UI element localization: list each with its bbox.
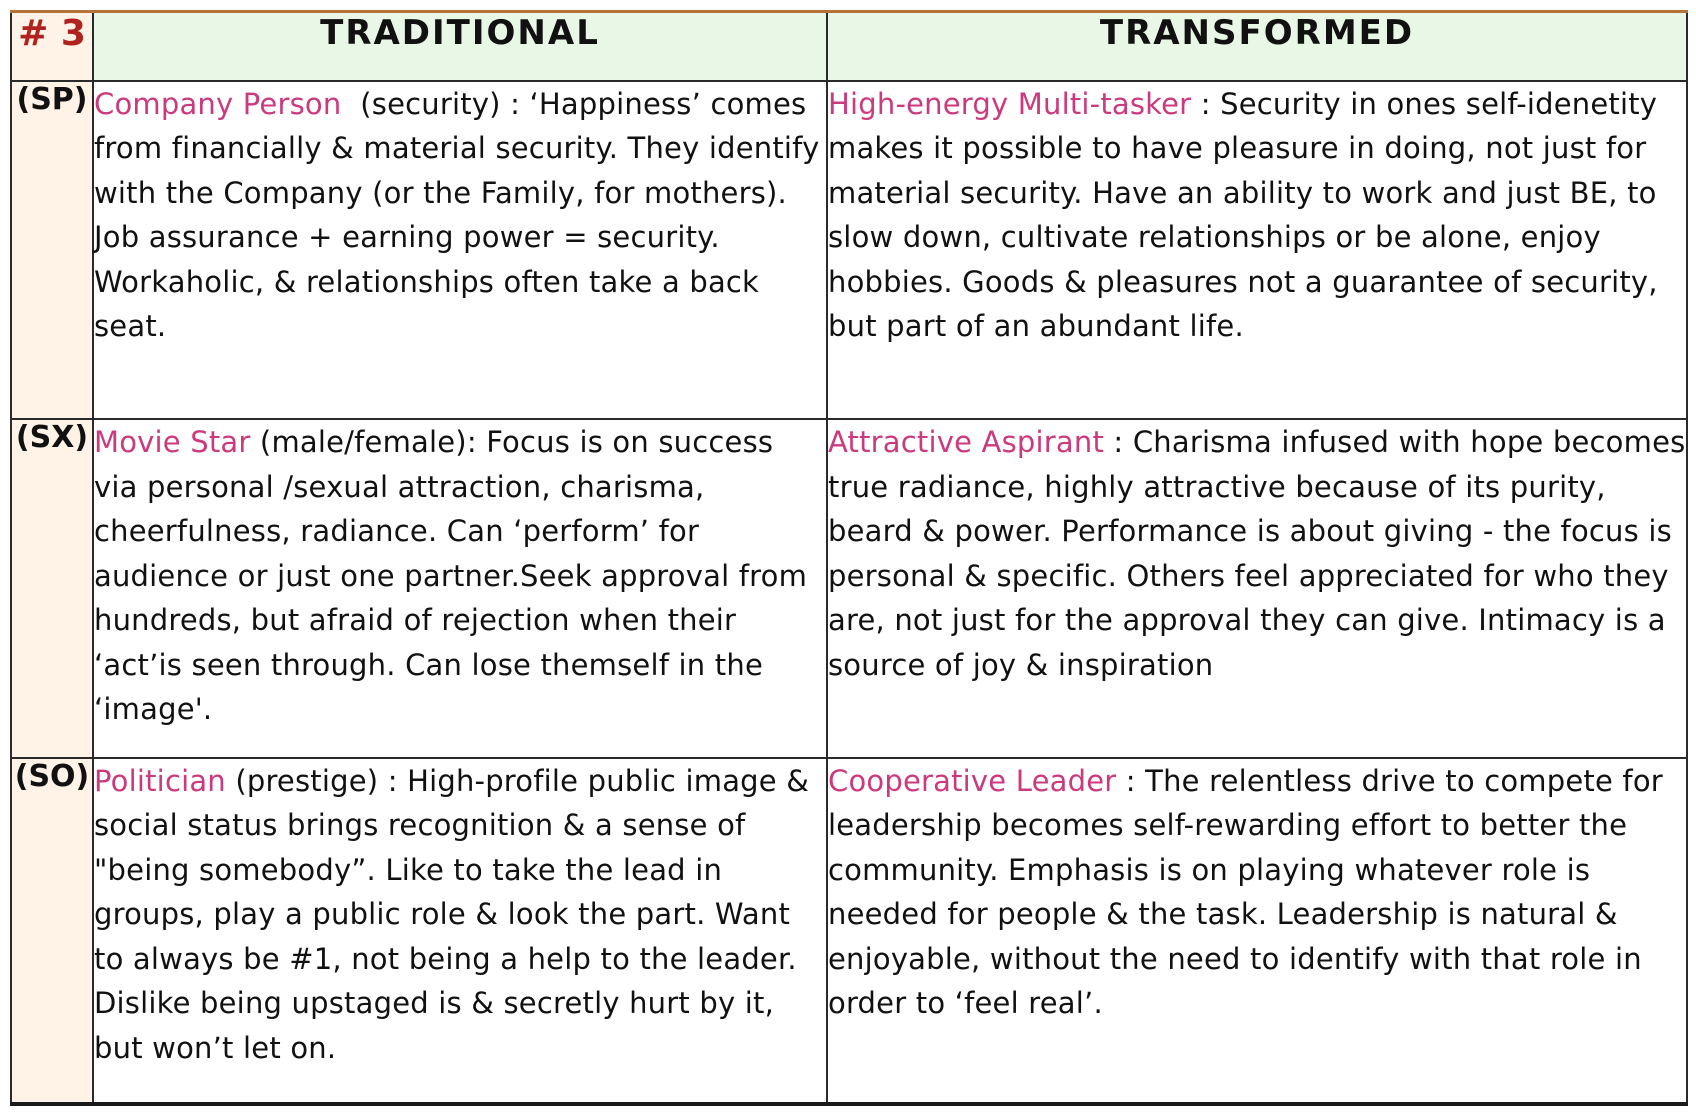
type-number-heading: # 3	[11, 12, 93, 81]
traditional-cell-sx	[93, 419, 827, 758]
transformed-term-so: Cooperative Leader	[828, 763, 1117, 798]
transformed-description-sx: : Charisma infused with hope becomes true radiance, highly attractive because of its purity, beard & power. Performance is about giving - the focus is personal & specific. Others feel appreciated for who they are, not just for the approval they can give. Intimacy is a source of joy & inspiration	[828, 425, 1686, 682]
transformed-cell-sx	[827, 419, 1687, 758]
table-row-sp	[11, 81, 1687, 420]
table-row-so	[11, 758, 1687, 1104]
transformed-column-heading: TRANSFORMED	[827, 12, 1687, 81]
traditional-description-so: (prestige) : High-profile public image & social status brings recognition & a sense of "being somebody”. Like to take the lead in groups, play a public role & look the part. Want to always be #1, not being a help to the leader. Dislike being upstaged is & secretly hurt by it, but won’t let on.	[94, 763, 810, 1065]
enneagram-type-3-table-container	[10, 10, 1686, 1106]
traditional-term-sp: Company Person	[94, 86, 342, 121]
row-label-so: (SO)	[11, 758, 93, 1104]
traditional-cell-so	[93, 758, 827, 1104]
transformed-cell-so	[827, 758, 1687, 1104]
header-row	[11, 12, 1687, 81]
transformed-term-sp: High-energy Multi-tasker	[828, 86, 1192, 121]
row-label-sx: (SX)	[11, 419, 93, 758]
transformed-cell-sp	[827, 81, 1687, 420]
type-3-comparison-table	[10, 10, 1688, 1106]
row-label-sp: (SP)	[11, 81, 93, 420]
traditional-cell-sp	[93, 81, 827, 420]
traditional-column-heading: TRADITIONAL	[93, 12, 827, 81]
transformed-description-so: : The relentless drive to compete for leadership becomes self-rewarding effort to better the community. Emphasis is on playing whatever role is needed for people & the task. Leadership is natural & enjoyable, without the need to identify with that role in order to ‘feel real’.	[828, 763, 1663, 1021]
traditional-term-sx: Movie Star	[94, 425, 251, 460]
transformed-term-sx: Attractive Aspirant	[828, 425, 1105, 460]
traditional-term-so: Politician	[94, 763, 226, 798]
transformed-description-sp: : Security in ones self-idenetity makes it possible to have pleasure in doing, not just for material security. Have an ability to work and just BE, to slow down, cultivate relationships or be alone, enjoy hobbies. Goods & pleasures not a guarantee of security, but part of an abundant life.	[828, 86, 1658, 344]
traditional-description-sp: (security) : ‘Happiness’ comes from financially & material security. They identify with the Company (or the Family, for mothers). Job assurance + earning power = security. Workaholic, & relationships often take a back seat.	[94, 86, 829, 344]
table-row-sx	[11, 419, 1687, 758]
traditional-description-sx: (male/female): Focus is on success via personal /sexual attraction, charisma, cheerfulness, radiance. Can ‘perform’ for audience or just one partner.Seek approval from hundreds, but afraid of rejection when their ‘act’is seen through. Can lose themself in the ‘image'.	[94, 425, 808, 727]
